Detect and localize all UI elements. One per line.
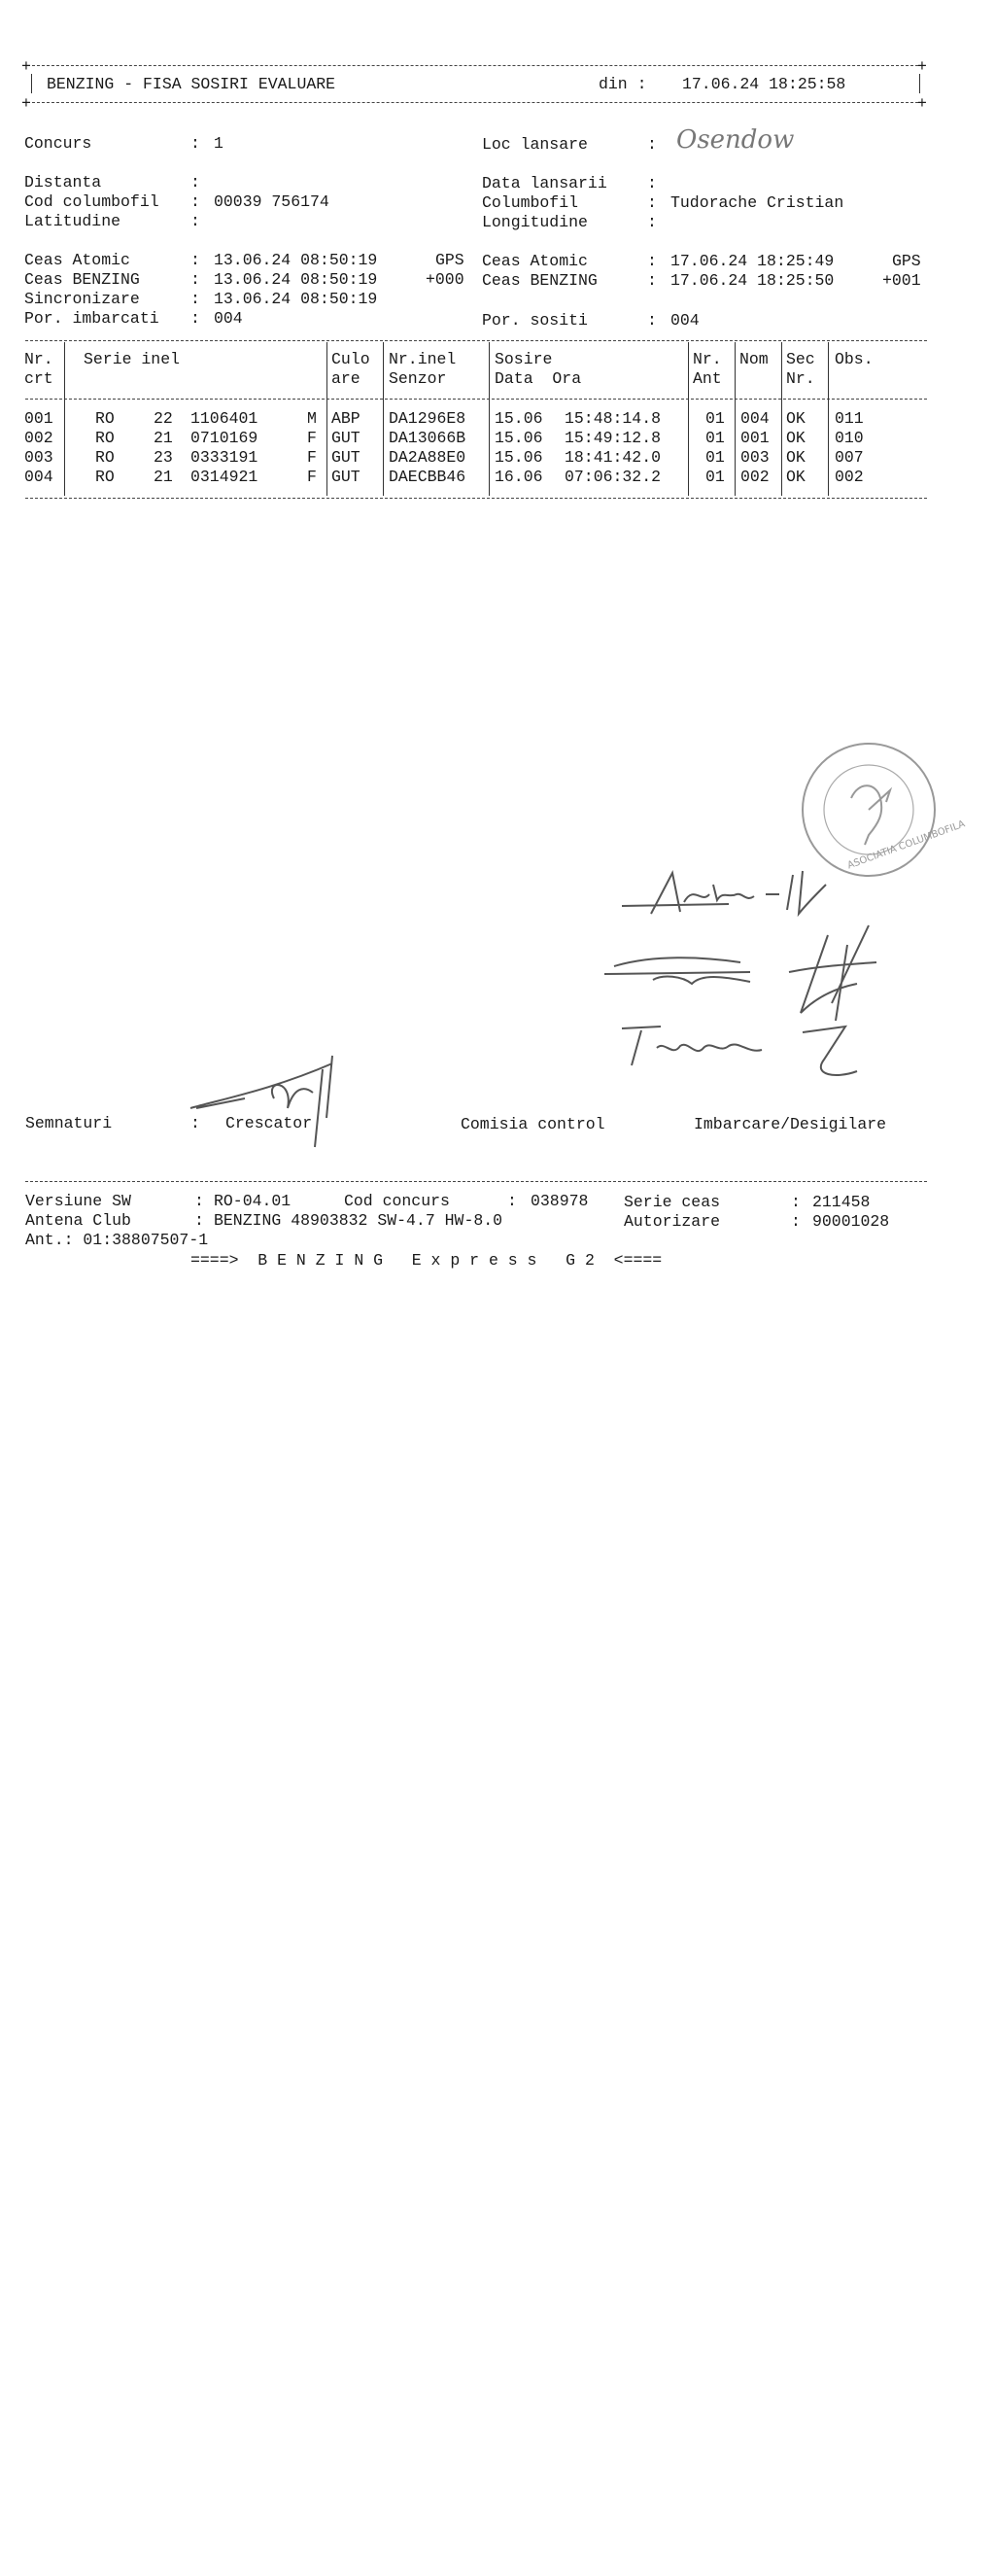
header-left-bar [31,74,32,93]
sincronizare-value: 13.06.24 08:50:19 [214,290,378,308]
cell-tara: RO [95,429,115,447]
ceas-atomic-suffix: GPS [892,252,921,270]
versiune-value: RO-04.01 [214,1192,292,1210]
antena-label: Antena Club [25,1211,131,1230]
cell-tara: RO [95,448,115,467]
cell-culoare: GUT [331,448,360,467]
header-nom: Nom [739,350,769,368]
corner-plus: + [21,94,31,113]
header-top-border [27,65,923,66]
cell-nom: 002 [740,468,770,486]
colon: : [194,1192,204,1210]
print-date: 17.06.24 18:25:58 [682,75,846,93]
cell-an: 21 [154,429,173,447]
header-nr-inel: Nr.inel [389,350,457,368]
cell-nr: 004 [24,468,53,486]
cell-ant: 01 [705,468,725,486]
cell-senzor: DA2A88E0 [389,448,466,467]
header-sec-nr: Nr. [786,369,815,388]
header-sec: Sec [786,350,815,368]
colon: : [647,174,657,192]
columbofil-label: Columbofil [482,193,579,212]
corner-plus: + [21,57,31,76]
colon: : [190,134,200,153]
cell-nom: 003 [740,448,770,467]
colon: : [190,1114,200,1132]
cell-data: 15.06 [495,448,543,467]
colon: : [647,271,657,290]
cell-nr: 001 [24,409,53,428]
header-bottom-border [27,102,923,103]
corner-plus: + [917,94,927,113]
colon: : [190,309,200,328]
cell-culoare: ABP [331,409,360,428]
cell-culoare: GUT [331,468,360,486]
loc-lansare-label: Loc lansare [482,135,588,154]
colon: : [507,1192,517,1210]
loc-lansare-handwritten: Osendow [676,125,795,155]
brand-footer: ====> B E N Z I N G E x p r e s s G 2 <==== [190,1251,663,1270]
cell-sex: F [307,448,317,467]
antenna-id: Ant.: 01:38807507-1 [25,1231,209,1249]
handwritten-signature-crescator [187,1050,352,1157]
colon: : [647,311,657,330]
colon: : [647,252,657,270]
cell-tara: RO [95,409,115,428]
cod-columbofil-label: Cod columbofil [24,192,159,211]
colon: : [190,212,200,230]
cod-columbofil-value: 00039 756174 [214,192,329,211]
semnaturi-label: Semnaturi [25,1114,113,1132]
colon: : [791,1212,801,1231]
cell-tara: RO [95,468,115,486]
cell-obs: 011 [835,409,864,428]
cell-ant: 01 [705,448,725,467]
ceas-benzing-value: 13.06.24 08:50:19 [214,270,378,289]
table-row [0,468,972,487]
header-culoare-2: are [331,369,360,388]
header-crt: crt [24,369,53,388]
ceas-benzing-suffix: +001 [882,271,921,290]
handwritten-signature-3 [602,1011,875,1089]
header-serie-inel: Serie inel [84,350,181,368]
cell-data: 15.06 [495,409,543,428]
cell-an: 23 [154,448,173,467]
date-label: din : [599,75,647,93]
cell-data: 16.06 [495,468,543,486]
header-culoare: Culo [331,350,370,368]
cell-sec: OK [786,429,806,447]
cell-ora: 15:48:14.8 [565,409,662,428]
cell-inel: 1106401 [190,409,258,428]
ceas-atomic-value: 13.06.24 08:50:19 [214,251,378,269]
colon: : [647,213,657,231]
cell-ora: 15:49:12.8 [565,429,662,447]
colon: : [190,173,200,191]
ceas-benzing-label: Ceas BENZING [482,271,598,290]
cell-obs: 010 [835,429,864,447]
latitudine-label: Latitudine [24,212,121,230]
autorizare-label: Autorizare [624,1212,721,1231]
cell-inel: 0333191 [190,448,258,467]
columbofil-value: Tudorache Cristian [670,193,844,212]
header-data-ora: Data Ora [495,369,582,388]
table-top-border [25,340,927,341]
colon: : [190,192,200,211]
cell-inel: 0710169 [190,429,258,447]
header-sosire: Sosire [495,350,553,368]
cell-sex: M [307,409,317,428]
ceas-atomic-label: Ceas Atomic [482,252,588,270]
serie-ceas-label: Serie ceas [624,1193,721,1211]
cell-nom: 001 [740,429,770,447]
colon: : [791,1193,801,1211]
table-row [0,448,972,468]
cell-ora: 18:41:42.0 [565,448,662,467]
ceas-benzing-label: Ceas BENZING [24,270,140,289]
cell-sex: F [307,429,317,447]
longitudine-label: Longitudine [482,213,588,231]
cell-nom: 004 [740,409,770,428]
ceas-atomic-label: Ceas Atomic [24,251,130,269]
cell-ant: 01 [705,409,725,428]
table-header-border [25,399,927,400]
colon: : [647,135,657,154]
ceas-atomic-suffix: GPS [435,251,464,269]
header-senzor: Senzor [389,369,447,388]
serie-ceas-value: 211458 [812,1193,871,1211]
cod-concurs-value: 038978 [531,1192,589,1210]
cell-senzor: DA13066B [389,429,466,447]
corner-plus: + [917,57,927,76]
cell-inel: 0314921 [190,468,258,486]
cell-data: 15.06 [495,429,543,447]
distanta-label: Distanta [24,173,102,191]
stamp-text: ASOCIATIA COLUMBOFILA [845,818,967,872]
table-row [0,409,972,429]
cell-nr: 002 [24,429,53,447]
por-sositi-value: 004 [670,311,700,330]
cell-sex: F [307,468,317,486]
cell-sec: OK [786,448,806,467]
crescator-label: Crescator [225,1114,313,1132]
cell-an: 21 [154,468,173,486]
header-obs: Obs. [835,350,874,368]
ceas-atomic-value: 17.06.24 18:25:49 [670,252,835,270]
header-nr: Nr. [24,350,53,368]
por-sositi-label: Por. sositi [482,311,588,330]
comisia-control-label: Comisia control [461,1115,605,1133]
colon: : [190,270,200,289]
por-imbarcati-label: Por. imbarcati [24,309,159,328]
footer-separator [25,1181,927,1182]
por-imbarcati-value: 004 [214,309,243,328]
cell-obs: 007 [835,448,864,467]
header-ant: Ant [693,369,722,388]
header-right-bar [919,74,920,93]
document-title: BENZING - FISA SOSIRI EVALUARE [47,75,336,93]
header-nr-ant: Nr. [693,350,722,368]
cell-ant: 01 [705,429,725,447]
cell-an: 22 [154,409,173,428]
concurs-label: Concurs [24,134,92,153]
concurs-value: 1 [214,134,223,153]
ceas-benzing-value: 17.06.24 18:25:50 [670,271,835,290]
antena-value: BENZING 48903832 SW-4.7 HW-8.0 [214,1211,503,1230]
colon: : [190,251,200,269]
colon: : [647,193,657,212]
cod-concurs-label: Cod concurs [344,1192,450,1210]
sincronizare-label: Sincronizare [24,290,140,308]
cell-nr: 003 [24,448,53,467]
ceas-benzing-suffix: +000 [426,270,464,289]
cell-senzor: DA1296E8 [389,409,466,428]
autorizare-value: 90001028 [812,1212,890,1231]
cell-obs: 002 [835,468,864,486]
table-bottom-border [25,498,927,499]
cell-ora: 07:06:32.2 [565,468,662,486]
cell-culoare: GUT [331,429,360,447]
versiune-label: Versiune SW [25,1192,131,1210]
data-lansarii-label: Data lansarii [482,174,607,192]
cell-sec: OK [786,468,806,486]
table-row [0,429,972,448]
cell-senzor: DAECBB46 [389,468,466,486]
colon: : [190,290,200,308]
colon: : [194,1211,204,1230]
imbarcare-label: Imbarcare/Desigilare [694,1115,887,1133]
cell-sec: OK [786,409,806,428]
